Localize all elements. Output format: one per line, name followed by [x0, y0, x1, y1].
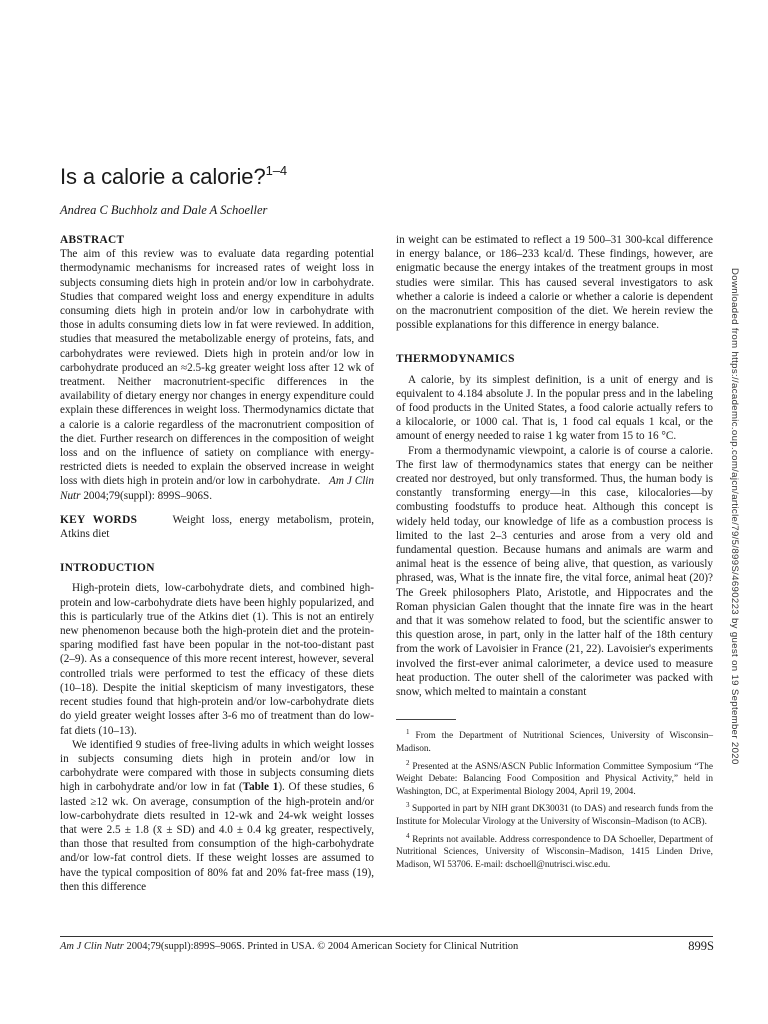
footnote-mark: 4 [406, 831, 410, 840]
footnote-mark: 3 [406, 801, 410, 810]
article-title: Is a calorie a calorie?$^{1-4}$ [60, 163, 287, 189]
keywords-text: Weight loss, energy metabolism, protein, Atkins diet [60, 513, 374, 541]
abstract-heading: ABSTRACT [60, 234, 125, 246]
footnote-mark: 1 [406, 728, 410, 737]
footer-divider [60, 936, 713, 937]
footnote-1 [396, 726, 713, 755]
download-notice: Downloaded from https://academic.oup.com/ajcn/article/79/5/899S/4690223 by guest on 19 September 2020 [729, 268, 740, 765]
footnote-text: From the Department of Nutritional Sciences, University of Wisconsin–Madison. [396, 731, 713, 754]
footnote-4 [396, 830, 713, 872]
footnote-mark: 2 [406, 758, 410, 767]
download-watermark [729, 268, 752, 765]
left-column [60, 233, 374, 894]
footnote-2 [396, 757, 713, 799]
table-1-link[interactable]: Table 1 [242, 781, 279, 794]
keywords-heading: KEY WORDS [60, 513, 138, 526]
footnote-divider [396, 719, 456, 720]
title-footnote-marks: 1–4 [265, 163, 287, 178]
footer-citation-text: 2004;79(suppl):899S–906S. Printed in USA. © 2004 American Society for Clinical Nutrition [126, 941, 519, 952]
footnote-3 [396, 799, 713, 828]
intro-p2-part-a: We identified 9 studies of free-living adults in which weight losses in subjects consuming diets high in protein and/or low in carbohydrate were compared with those in subjects consuming diets high in carbohydrate and/or low in fat ( [60, 738, 374, 794]
keywords [60, 513, 374, 541]
page-number: 899S [688, 939, 714, 953]
author-line: Andrea C Buchholz and Dale A Schoeller [60, 203, 268, 217]
footnote-text: Reprints not available. Address correspondence to DA Schoeller, Department of Nutritional Sciences, University of Wisconsin–Madison, 1415 Linden Drive, Madison, WI 53706. E-mail: dschoell@nutrisci.wisc.edu. [396, 834, 713, 871]
footnotes [396, 726, 713, 871]
introduction-continuation: in weight can be estimated to reflect a 19 500–31 300-kcal difference in energy balance, or 186–233 kcal/d. These findings, however, are enigmatic because the energy intakes of the treatment groups in most studies were similar. This has caused several investigators to ask whether a calorie is indeed a calorie or whether a calorie is dependent on the macronutrient composition of the diet. We herein review the possible explanations for this difference in energy balance. [396, 234, 713, 332]
footer-journal: Am J Clin Nutr [60, 941, 124, 952]
thermodynamics-paragraph-2: From a thermodynamic viewpoint, a calorie is of course a calorie. The first law of thermodynamics states that energy can be neither created nor destroyed, but only transformed. Thus, the human body is constantly transforming energy—in this case, kilocalories—by combusting foodstuffs to produce heat. Although this concept is widely held today, our knowledge of life as a combustion process is limited to the last 2–3 centuries and arose from a very old and fundamental question. Because humans and animals are warm and animal heat is the essence of being alive, that question, as variously phrased, was, What is the innate fire, the vital force, animal heat (20)? The Greek philosophers Plato, Aristotle, and Hippocrates and the Roman physician Galen thought that the innate fire was in the heart and that it was somehow related to food, but the scientific answer to this question arose, in part, only in the latter half of the 18th century from the work of Lavoisier in France (21, 22). Lavoisier's experiments involved the first-ever animal calorimeter, a device used to measure heat production. The outer shell of the calorimeter was packed with snow, which melted to maintain a constant [396, 444, 713, 699]
abstract-text: The aim of this review was to evaluate data regarding potential thermodynamic mechanisms for increased rates of weight loss in subjects consuming diets high in protein and/or low in carbohydrate. Studies that compared weight loss and energy expenditure in adults consuming diets high in protein and/or low in carbohydrate with those in adults consuming diets low in fat were reviewed. In addition, studies that measured the metabolizable energy of proteins, fats, and carbohydrates were reviewed. Diets high in protein and/or low in carbohydrate produced an ≈2.5-kg greater weight loss after 12 wk of treatment. Neither macronutrient-specific differences in the availability of dietary energy nor changes in energy expenditure could explain these differences in weight loss. Thermodynamics dictate that a calorie is a calorie regardless of the macronutrient composition of the diet. Further research on differences in the composition of weight loss and on the influence of satiety on compliance with energy-restricted diets is needed to explain the observed increase in weight loss with diets high in protein and/or low in carbohydrate. [60, 248, 374, 488]
footnote-text: Supported in part by NIH grant DK30031 (to DAS) and research funds from the Institute for Molecular Virology at the University of Wisconsin–Madison (to ACB). [396, 804, 713, 828]
footer-citation [60, 941, 518, 952]
intro-p2-part-b: ). Of these studies, 6 lasted ≥12 wk. On average, consumption of the high-protein and/or low-carbohydrate diets resulted in 12-wk and 24-wk weight losses that were 2.5 ± 1.8 (x̄ ± SD) and 4.0 ± 0.4 kg greater, respectively, than those that resulted from consumption of the high-carbohydrate and/or low-fat control diets. If these weight losses are assumed to have the typical composition of 80% fat and 20% fat-free mass (19), then this difference [60, 781, 374, 893]
footnote-text: Presented at the ASNS/ASCN Public Information Committee Symposium “The Weight Debate: Balancing Food Composition and Physical Activity,” held in Washington, DC, at Experimental Biology 2004, April 19, 2004. [396, 761, 713, 797]
abstract-citation-rest: 2004;79(suppl): 899S–906S. [83, 489, 212, 502]
abstract [60, 233, 374, 503]
introduction-heading: INTRODUCTION [60, 562, 155, 575]
thermodynamics-paragraph-1: A calorie, by its simplest definition, is a unit of energy and is equivalent to 4.184 absolute J. In the popular press and in the labeling of food products in the United States, a food calorie actually refers to a kilocalorie, or 1000 cal. That is, 1 food cal equals 1 kcal, or the amount of energy needed to raise 1 kg water from 15 to 16 °C. [396, 373, 713, 443]
thermodynamics-heading: THERMODYNAMICS [396, 353, 515, 366]
introduction-paragraph-2 [60, 738, 374, 894]
introduction-paragraph-1: High-protein diets, low-carbohydrate diets, and combined high-protein and low-carbohydrate diets have been highly popularized, and this is particularly true of the Atkins diet (1). This is not an entirely new phenomenon because both the high-protein diet and the protein-sparing modified fast have been popular in the not-too-distant past (2–9). As a consequence of this more recent interest, however, several controlled trials were performed to test the efficacy of these diets (10–18). Despite the initial skepticism of many investigators, these recent studies found that high-protein and/or low-carbohydrate diets do yield greater weight losses after 3-6 mo of treatment than do low-fat diets (10–13). [60, 582, 374, 737]
abstract-citation-journal: Am J Clin Nutr [60, 475, 375, 502]
right-column [396, 233, 713, 873]
